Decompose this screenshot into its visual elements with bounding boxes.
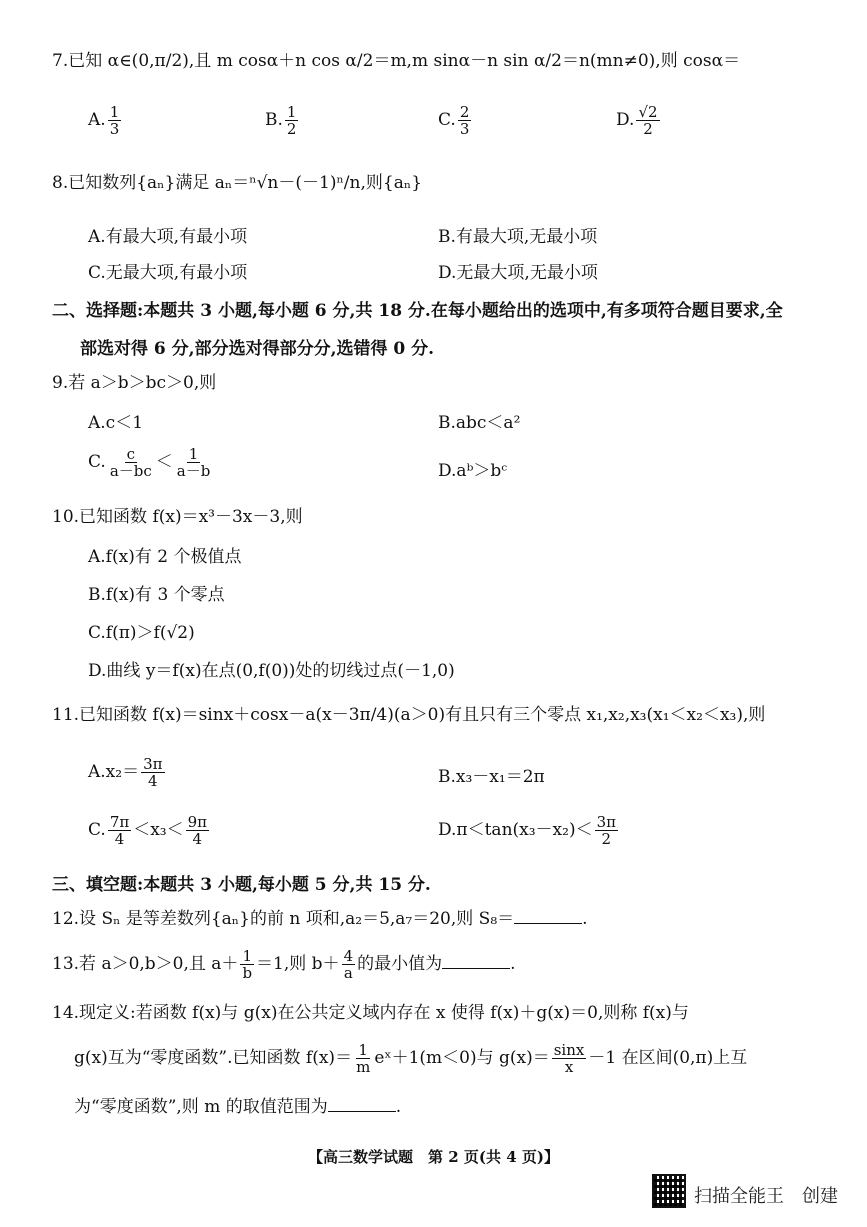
q9-option-a: A.c＜1 bbox=[88, 413, 144, 433]
q14-answer-blank bbox=[328, 1097, 396, 1112]
q10-option-b: B.f(x)有 3 个零点 bbox=[88, 585, 225, 605]
q14-line-1: 14.现定义:若函数 f(x)与 g(x)在公共定义域内存在 x 使得 f(x)＋g(x)＝0,则称 f(x)与 bbox=[52, 1003, 689, 1023]
scanner-watermark: 扫描全能王 创建 bbox=[694, 1186, 838, 1207]
page-footer: 【高三数学试题 第 2 页(共 4 页)】 bbox=[308, 1148, 559, 1166]
q13-answer-blank bbox=[442, 954, 510, 969]
q8-option-c: C.无最大项,有最小项 bbox=[88, 263, 248, 283]
q10-option-a: A.f(x)有 2 个极值点 bbox=[88, 547, 242, 567]
section-2-heading-cont: 部选对得 6 分,部分选对得部分分,选错得 0 分. bbox=[80, 339, 435, 359]
q10-stem: 10.已知函数 f(x)＝x³－3x－3,则 bbox=[52, 507, 303, 527]
q8-option-a: A.有最大项,有最小项 bbox=[88, 227, 248, 247]
q7-stem: 7.已知 α∈(0,π/2),且 m cosα＋n cos α/2＝m,m sinα－n sin α/2＝n(mn≠0),则 cosα＝ bbox=[52, 51, 741, 71]
q11-option-a: A.x₂＝ $\frac{3\pi}{4}$ bbox=[88, 755, 163, 790]
q10-option-c: C.f(π)＞f(√2) bbox=[88, 623, 195, 643]
q7-option-c: C. $\frac{2}{3}$ bbox=[438, 103, 470, 138]
q7-option-b: B. $\frac{1}{2}$ bbox=[265, 103, 297, 138]
q9-option-b: B.abc＜a² bbox=[438, 413, 521, 433]
q14-line-2: g(x)互为“零度函数”.已知函数 f(x)＝ $\frac{1}{m}$ eˣ＋1(m＜0)与 g(x)＝ $\frac{\sin x}{x}$ －1 在区间(0,π)上互 bbox=[74, 1041, 748, 1076]
section-2-heading: 二、选择题:本题共 3 小题,每小题 6 分,共 18 分.在每小题给出的选项中,有多项符合题目要求,全 bbox=[52, 301, 783, 321]
q8-option-b: B.有最大项,无最小项 bbox=[438, 227, 598, 247]
q7-option-d: D. $\frac{√2}{2}$ bbox=[616, 103, 658, 138]
q9-option-c: C. $\frac{c}{a-bc}$ ＜ $\frac{1}{a-b}$ bbox=[88, 445, 211, 480]
qr-code-icon bbox=[652, 1174, 686, 1208]
q11-option-d: D.π＜tan(x₃－x₂)＜ $\frac{3\pi}{2}$ bbox=[438, 813, 616, 848]
q14-line-3: 为“零度函数”,则 m 的取值范围为 . bbox=[74, 1097, 402, 1117]
q13-stem: 13.若 a＞0,b＞0,且 a＋ $\frac{1}{b}$ ＝1,则 b＋ $\frac{4}{a}$ 的最小值为 . bbox=[52, 947, 516, 982]
q9-option-d: D.aᵇ＞bᶜ bbox=[438, 461, 508, 481]
q10-option-d: D.曲线 y＝f(x)在点(0,f(0))处的切线过点(－1,0) bbox=[88, 661, 455, 681]
section-3-heading: 三、填空题:本题共 3 小题,每小题 5 分,共 15 分. bbox=[52, 875, 431, 895]
q11-option-c: C. $\frac{7\pi}{4}$ ＜x₃＜ $\frac{9\pi}{4}$ bbox=[88, 813, 208, 848]
q11-option-b: B.x₃－x₁＝2π bbox=[438, 767, 545, 787]
q9-stem: 9.若 a＞b＞bc＞0,则 bbox=[52, 373, 217, 393]
q8-stem: 8.已知数列{aₙ}满足 aₙ＝ⁿ√n－(－1)ⁿ/n,则{aₙ} bbox=[52, 173, 423, 193]
q12-answer-blank bbox=[514, 909, 582, 924]
q7-option-a: A. $\frac{1}{3}$ bbox=[88, 103, 120, 138]
q8-option-d: D.无最大项,无最小项 bbox=[438, 263, 598, 283]
q12-stem: 12.设 Sₙ 是等差数列{aₙ}的前 n 项和,a₂＝5,a₇＝20,则 S₈＝ . bbox=[52, 909, 588, 929]
q11-stem: 11.已知函数 f(x)＝sinx＋cosx－a(x－3π/4)(a＞0)有且只有三个零点 x₁,x₂,x₃(x₁＜x₂＜x₃),则 bbox=[52, 705, 766, 725]
